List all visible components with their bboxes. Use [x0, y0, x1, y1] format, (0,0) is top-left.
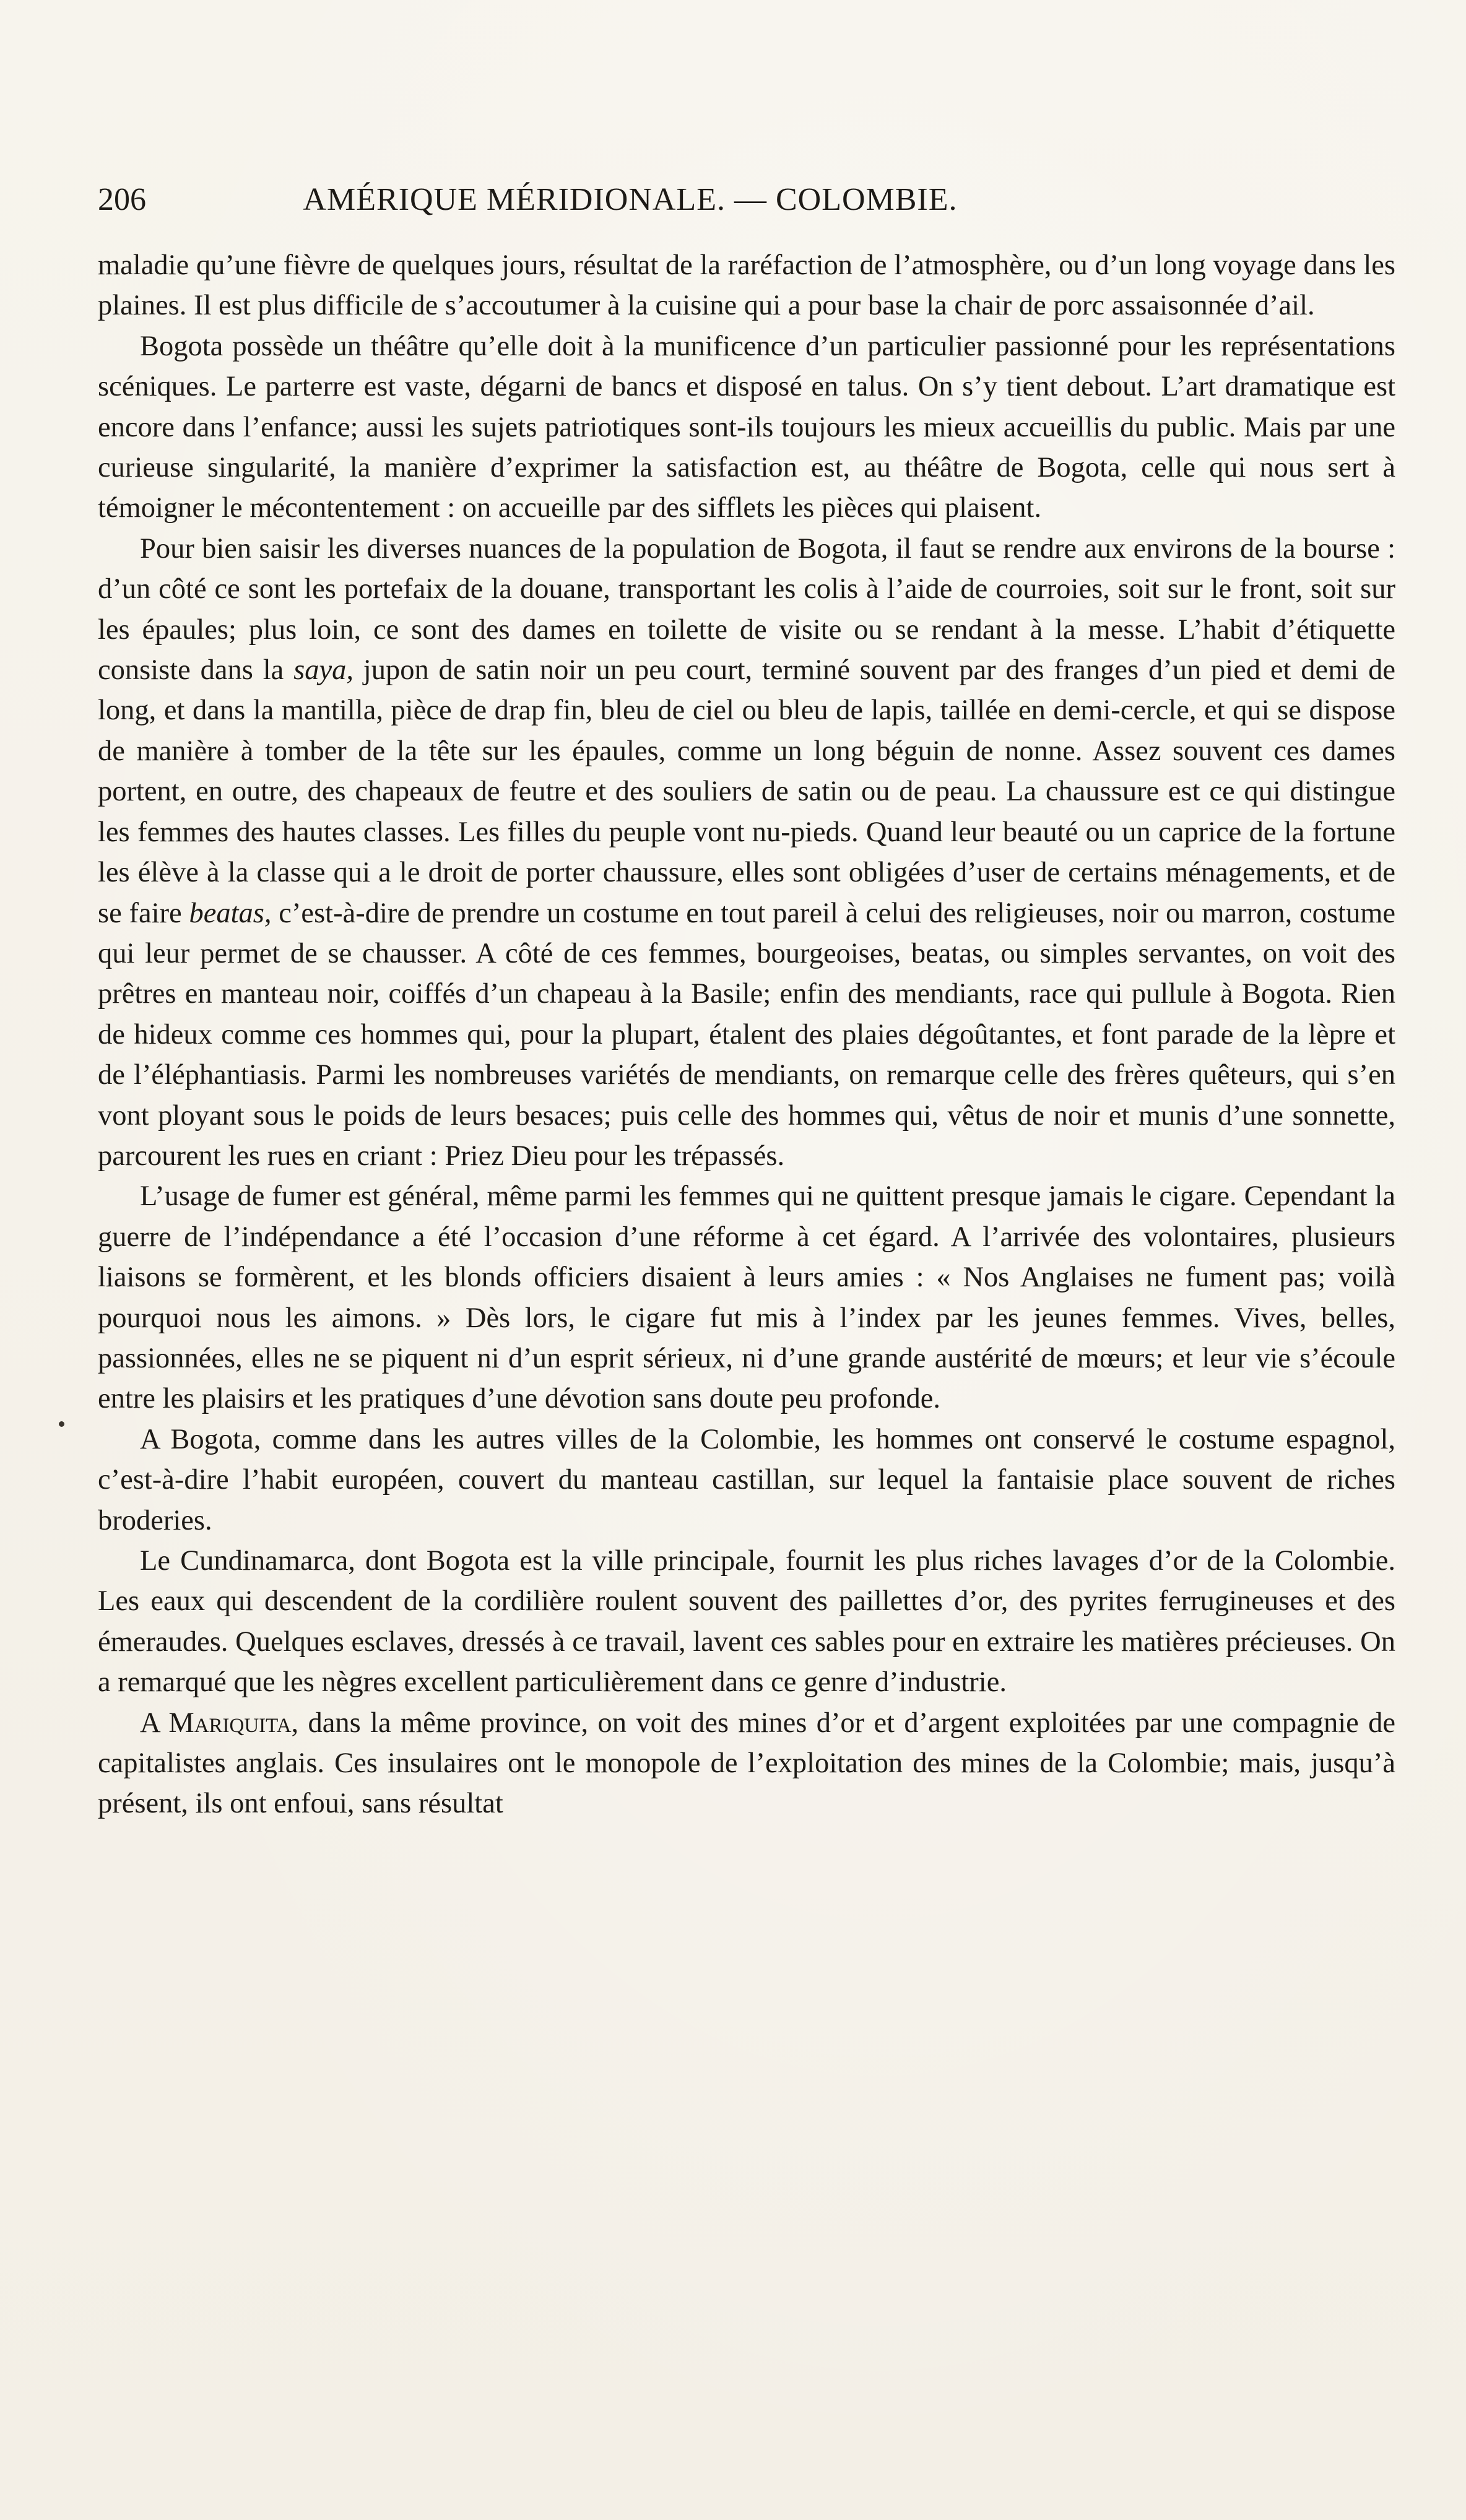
- paragraph-1: maladie qu’une fièvre de quelques jours, résultat de la raréfaction de l’atmosphère, ou d’un long voyage dans les plaines. Il est plus difficile de s’accoutumer à la cuisine qui a pour base la chair de porc assaisonnée d’ail.: [98, 249, 1395, 322]
- term-beatas: beatas,: [189, 897, 272, 929]
- paragraph-5: A Bogota, comme dans les autres villes de la Colombie, les hommes ont conservé le costume espagnol, c’est-à-dire l’habit européen, couvert du manteau castillan, sur lequel la fantaisie place souvent de riches broderies.: [98, 1423, 1395, 1536]
- paragraph-3-part-a: Pour bien saisir les diverses nuances de la population de Bogota, il faut se rendre aux environs de la bourse : d’un côté ce sont les portefaix de la douane, transportant les colis à l’aide de courroies, soit sur le front, soit sur les épaules; plus loin, ce sont des dames en toilette de visite ou se rendant à la messe. L’habit d’étiquette consiste dans la: [98, 532, 1395, 686]
- paragraph-3-part-c: jupon de satin noir un peu court, terminé souvent par des franges d’un pied et demi de long, et dans la mantilla, pièce de drap fin, bleu de ciel ou bleu de lapis, taillée en demi-cercle, et qui se dispose de manière à tomber de la tête sur les épaules, comme un long béguin de nonne. Assez souvent ces dames portent, en outre, des chapeaux de feutre et des souliers de satin ou de peau. La chaussure est ce qui distingue les femmes des hautes classes. Les filles du peuple vont nu-pieds. Quand leur beauté ou un caprice de la fortune les élève à la classe qui a le droit de porter chaussure, elles sont obligées d’user de certains ménagements, et de se faire: [98, 654, 1395, 929]
- paragraph-6: Le Cundinamarca, dont Bogota est la ville principale, fournit les plus riches lavages d’or de la Colombie. Les eaux qui descendent de la cordilière roulent souvent des paillettes d’or, des pyrites ferrugineuses et des émeraudes. Quelques esclaves, dressés à ce travail, lavent ces sables pour en extraire les matières précieuses. On a remarqué que les nègres excellent particulièrement dans ce genre d’industrie.: [98, 1545, 1395, 1699]
- paragraph-7: [98, 1703, 1395, 1824]
- term-saya: saya,: [293, 654, 353, 686]
- paragraph-3: [98, 529, 1395, 1177]
- paragraph-7-part-c: , dans la même province, on voit des mines d’or et d’argent exploitées par une compagnie de capitalistes anglais. Ces insulaires ont le monopole de l’exploitation des mines de la Colombie; mais, jusqu’à présent, ils ont enfoui, sans résultat: [98, 1707, 1395, 1820]
- place-name-mariquita: Mariquita: [168, 1707, 292, 1739]
- body-text: [98, 245, 1395, 1824]
- paragraph-7-part-a: A: [140, 1707, 169, 1739]
- paragraph-4: L’usage de fumer est général, même parmi les femmes qui ne quittent presque jamais le cigare. Cependant la guerre de l’indépendance a été l’occasion d’une réforme à cet égard. A l’arrivée des volontaires, plusieurs liaisons se formèrent, et les blonds officiers disaient à leurs amies : « Nos Anglaises ne fument pas; voilà pourquoi nous les aimons. » Dès lors, le cigare fut mis à l’index par les jeunes femmes. Vives, belles, passionnées, elles ne se piquent ni d’un esprit sérieux, ni d’une grande austérité de mœurs; et leur vie s’écoule entre les plaisirs et les pratiques d’une dévotion sans doute peu profonde.: [98, 1180, 1395, 1415]
- paragraph-2: Bogota possède un théâtre qu’elle doit à la munificence d’un particulier passionné pour les représentations scéniques. Le parterre est vaste, dégarni de bancs et disposé en talus. On s’y tient debout. L’art dramatique est encore dans l’enfance; aussi les sujets patriotiques sont-ils toujours les mieux accueillis du public. Mais par une curieuse singularité, la manière d’exprimer la satisfaction est, au théâtre de Bogota, celle qui nous sert à témoigner le mécontentement : on accueille par des sifflets les pièces qui plaisent.: [98, 330, 1395, 524]
- running-title: AMÉRIQUE MÉRIDIONALE. — COLOMBIE.: [303, 182, 958, 217]
- page-number: 206: [98, 182, 146, 217]
- page-header: [98, 178, 1163, 222]
- paragraph-3-part-e: c’est-à-dire de prendre un costume en tout pareil à celui des religieuses, noir ou marron, costume qui leur permet de se chausser. A côté de ces femmes, bourgeoises, beatas, ou simples servantes, on voit des prêtres en manteau noir, coiffés d’un chapeau à la Basile; enfin des mendiants, race qui pullule à Bogota. Rien de hideux comme ces hommes qui, pour la plupart, étalent des plaies dégoûtantes, et font parade de la lèpre et de l’éléphantiasis. Parmi les nombreuses variétés de mendiants, on remarque celle des frères quêteurs, qui s’en vont ployant sous le poids de leurs besaces; puis celle des hommes qui, vêtus de noir et munis d’une sonnette, parcourent les rues en criant : Priez Dieu pour les trépassés.: [98, 897, 1395, 1172]
- margin-ink-dot: [59, 1421, 64, 1427]
